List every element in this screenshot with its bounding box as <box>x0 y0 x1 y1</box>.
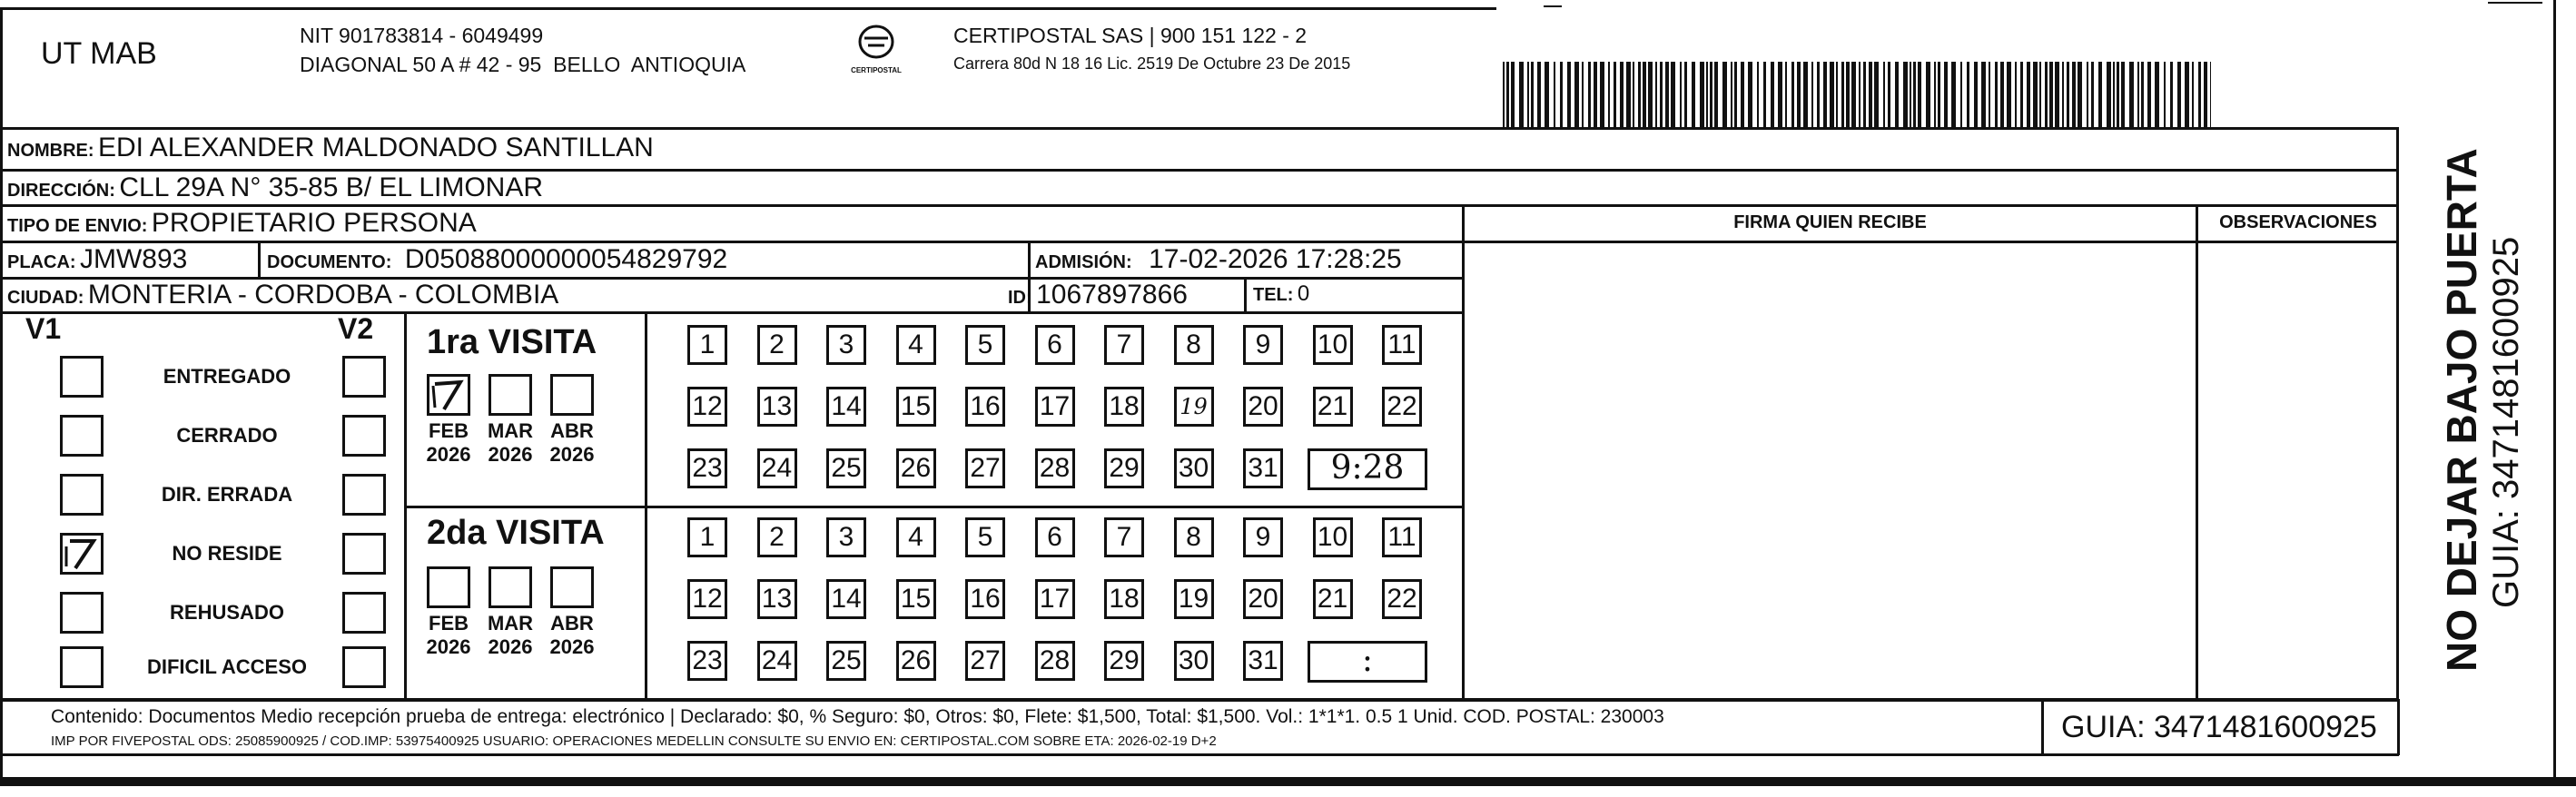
barcode-bar <box>2091 62 2094 127</box>
row-line <box>0 204 2399 207</box>
barcode-bar <box>2107 62 2111 127</box>
barcode-bar <box>2098 62 2102 127</box>
first-visit-day-13[interactable]: 13 <box>757 387 797 427</box>
barcode-bar <box>1531 62 1534 127</box>
barcode-bar <box>1582 62 1584 127</box>
barcode-bar <box>1620 62 1624 127</box>
barcode-bar <box>2072 62 2076 127</box>
barcode-bar <box>2033 62 2038 127</box>
second-visit-day-14[interactable]: 14 <box>826 579 866 619</box>
barcode-bar <box>2185 62 2189 127</box>
second-visit-day-28[interactable]: 28 <box>1035 641 1075 681</box>
barcode-bar <box>1560 62 1563 127</box>
barcode-bar <box>1803 62 1808 127</box>
v1-checkbox-entregado[interactable] <box>60 356 104 398</box>
tel-label: TEL: <box>1253 285 1294 305</box>
first-visit-day-24[interactable]: 24 <box>757 448 797 488</box>
right-frame-line <box>2553 0 2556 781</box>
documento-label: DOCUMENTO: <box>267 252 392 272</box>
barcode-bar <box>1684 62 1687 127</box>
second-visit-day-15[interactable]: 15 <box>896 579 936 619</box>
barcode-bar <box>1741 62 1744 127</box>
barcode-bar <box>2204 62 2207 127</box>
first-visit-day-10[interactable]: 10 <box>1313 325 1353 365</box>
second-visit-day-31[interactable]: 31 <box>1243 641 1283 681</box>
barcode-bar <box>1588 62 1591 127</box>
barcode-bar <box>2170 62 2173 127</box>
barcode-bar <box>1918 62 1921 127</box>
second-visit-day-26[interactable]: 26 <box>896 641 936 681</box>
second-visit-day-8[interactable]: 8 <box>1174 517 1214 557</box>
top-frame-line <box>0 7 1496 10</box>
first-visit-day-12[interactable]: 12 <box>687 387 727 427</box>
v1-checkbox-rehusado[interactable] <box>60 592 104 634</box>
barcode-bar <box>2155 62 2159 127</box>
barcode-bar <box>1511 62 1515 127</box>
nit: NIT 901783814 - 6049499 <box>300 24 544 47</box>
barcode-bar <box>1614 62 1616 127</box>
first-visit-day-29[interactable]: 29 <box>1104 448 1144 488</box>
second-visit-title: 2da VISITA <box>427 514 605 552</box>
barcode-bar <box>2049 62 2053 127</box>
certipostal-logo-icon <box>855 24 897 62</box>
side-text <box>2438 148 2527 672</box>
barcode-bar <box>1734 62 1737 127</box>
barcode-bar <box>1863 62 1866 127</box>
footer-right-line <box>2397 699 2400 755</box>
month-name: FEB <box>429 612 469 635</box>
barcode-bar <box>1722 62 1727 127</box>
second-visit-day-23[interactable]: 23 <box>687 641 727 681</box>
tel-value: 0 <box>1297 281 1310 306</box>
barcode-bar <box>2198 62 2201 127</box>
barcode-bar <box>1545 62 1549 127</box>
barcode-bar <box>1706 62 1708 127</box>
barcode-bar <box>1778 62 1782 127</box>
second-visit-day-1[interactable]: 1 <box>687 517 727 557</box>
certipostal-nit: CERTIPOSTAL SAS | 900 151 122 - 2 <box>953 24 1308 47</box>
barcode-bar <box>1797 62 1801 127</box>
barcode-bar <box>2015 62 2017 127</box>
barcode-bar <box>1910 62 1911 127</box>
second-visit-day-16[interactable]: 16 <box>965 579 1005 619</box>
first-visit-month-label-mar <box>480 419 540 467</box>
second-visit-day-6[interactable]: 6 <box>1035 517 1075 557</box>
barcode-bar <box>2055 62 2059 127</box>
v2-checkbox-entregado[interactable] <box>342 356 386 398</box>
nombre-label: NOMBRE: <box>7 141 94 161</box>
row-line <box>0 699 2399 702</box>
v2-label: V2 <box>338 312 374 345</box>
month-year: 2026 <box>426 443 471 466</box>
barcode-bar <box>2007 62 2011 127</box>
first-visit-day-11[interactable]: 11 <box>1382 325 1422 365</box>
top-right-dashes <box>1544 5 1562 7</box>
admision-field <box>1035 244 1402 275</box>
second-visit-day-11[interactable]: 11 <box>1382 517 1422 557</box>
certipostal-logo-text: CERTIPOSTAL <box>851 66 902 74</box>
first-visit-day-15[interactable]: 15 <box>896 387 936 427</box>
row-line <box>0 311 1462 314</box>
barcode-bar <box>1506 62 1509 127</box>
second-visit-day-20[interactable]: 20 <box>1243 579 1283 619</box>
v1-label: V1 <box>25 312 62 345</box>
documento-value: D05088000000054829792 <box>404 244 728 274</box>
check-mark-icon <box>429 377 468 413</box>
month-name: ABR <box>550 419 594 442</box>
second-visit-day-4[interactable]: 4 <box>896 517 936 557</box>
second-visit-day-27[interactable]: 27 <box>965 641 1005 681</box>
first-visit-day-2[interactable]: 2 <box>757 325 797 365</box>
barcode-bar <box>1714 62 1718 127</box>
second-visit-day-13[interactable]: 13 <box>757 579 797 619</box>
barcode-bar <box>1851 62 1856 127</box>
month-year: 2026 <box>488 443 533 466</box>
second-visit-month-box-abr[interactable] <box>550 566 594 608</box>
placa-label: PLACA: <box>7 252 76 272</box>
second-visit-day-7[interactable]: 7 <box>1104 517 1144 557</box>
barcode-bar <box>1944 62 1948 127</box>
barcode-bar <box>1938 62 1940 127</box>
second-visit-month-label-mar <box>480 612 540 659</box>
barcode-bar <box>1643 62 1646 127</box>
footer-imp: IMP POR FIVEPOSTAL ODS: 25085900925 / COD.IMP: 53975400925 USUARIO: OPERACIONES MEDELLIN CONSULTE SU ENVIO EN: CERTIPOSTAL.COM SOBRE ETA: 2026-02-19 D+2 <box>51 733 1217 749</box>
row-line <box>1462 241 2399 243</box>
check-mark-icon <box>63 536 101 572</box>
barcode-bar <box>2177 62 2181 127</box>
status-label-cerrado: CERRADO <box>176 424 278 447</box>
month-year: 2026 <box>488 635 533 658</box>
first-visit-time-box[interactable]: 9:28 <box>1308 448 1427 490</box>
barcode-bar <box>1608 62 1610 127</box>
month-year: 2026 <box>426 635 471 658</box>
second-visit-day-19[interactable]: 19 <box>1174 579 1214 619</box>
barcode-bar <box>2137 62 2139 127</box>
barcode-bar <box>1888 62 1890 127</box>
barcode-bar <box>1934 62 1936 127</box>
v2-checkbox-cerrado[interactable] <box>342 415 386 457</box>
col-line <box>258 241 261 277</box>
barcode-bar <box>1680 62 1682 127</box>
placa-value: JMW893 <box>80 244 188 274</box>
placa-field <box>7 244 187 275</box>
first-visit-day-31[interactable]: 31 <box>1243 448 1283 488</box>
barcode-bar <box>1748 62 1752 127</box>
barcode-bar <box>1841 62 1844 127</box>
barcode-bar <box>1554 62 1555 127</box>
col-line <box>1462 204 1465 700</box>
first-visit-day-20[interactable]: 20 <box>1243 387 1283 427</box>
second-visit-time-box[interactable]: : <box>1308 641 1427 683</box>
v1-checkbox-no-reside[interactable] <box>60 533 104 575</box>
barcode-bar <box>1574 62 1579 127</box>
nombre-value: EDI ALEXANDER MALDONADO SANTILLAN <box>98 133 654 162</box>
barcode <box>1503 62 2211 127</box>
barcode-bar <box>1757 62 1759 127</box>
barcode-bar <box>2117 62 2119 127</box>
v2-checkbox-dir-errada[interactable] <box>342 474 386 516</box>
side-warning: NO DEJAR BAJO PUERTA <box>2438 148 2485 672</box>
first-visit-day-9[interactable]: 9 <box>1243 325 1283 365</box>
barcode-bar <box>1660 62 1663 127</box>
first-visit-day-16[interactable]: 16 <box>965 387 1005 427</box>
first-visit-day-30[interactable]: 30 <box>1174 448 1214 488</box>
barcode-bar <box>1811 62 1813 127</box>
barcode-bar <box>2039 62 2041 127</box>
footer-contenido: Contenido: Documentos Medio recepción prueba de entrega: electrónico | Declarado: $0, % Seguro: $0, Otros: $0, Flete: $1,500, Total: $1,500. Vol.: 1*1*1. 0.5 1 Unid. COD. POSTAL: 230003 <box>51 706 1664 727</box>
visits-divider <box>404 506 1462 508</box>
barcode-bar <box>1903 62 1908 127</box>
documento-field <box>267 244 727 275</box>
tipo-value: PROPIETARIO PERSONA <box>151 208 477 238</box>
barcode-bar <box>1836 62 1838 127</box>
barcode-bar <box>2067 62 2069 127</box>
first-visit-day-26[interactable]: 26 <box>896 448 936 488</box>
barcode-bar <box>2192 62 2194 127</box>
barcode-bar <box>2062 62 2064 127</box>
first-visit-day-27[interactable]: 27 <box>965 448 1005 488</box>
first-visit-day-1[interactable]: 1 <box>687 325 727 365</box>
second-visit-day-2[interactable]: 2 <box>757 517 797 557</box>
v2-checkbox-rehusado[interactable] <box>342 592 386 634</box>
barcode-bar <box>2087 62 2088 127</box>
barcode-bar <box>1626 62 1631 127</box>
first-visit-day-4[interactable]: 4 <box>896 325 936 365</box>
ciudad-label: CIUDAD: <box>7 288 84 308</box>
month-name: FEB <box>429 419 469 442</box>
barcode-bar <box>2210 62 2211 127</box>
barcode-bar <box>1791 62 1794 127</box>
barcode-bar <box>1638 62 1641 127</box>
v2-checkbox-dificil-acceso[interactable] <box>342 646 386 688</box>
second-visit-month-label-feb <box>419 612 479 659</box>
first-visit-title: 1ra VISITA <box>427 323 597 361</box>
second-visit-day-17[interactable]: 17 <box>1035 579 1075 619</box>
first-visit-day-6[interactable]: 6 <box>1035 325 1075 365</box>
barcode-bar <box>2121 62 2125 127</box>
status-label-dificil-acceso: DIFICIL ACCESO <box>146 655 307 678</box>
v1-checkbox-dir-errada[interactable] <box>60 474 104 516</box>
status-label-rehusado: REHUSADO <box>170 601 284 624</box>
first-visit-day-14[interactable]: 14 <box>826 387 866 427</box>
second-visit-month-box-feb[interactable] <box>427 566 470 608</box>
barcode-bar <box>1859 62 1860 127</box>
certipostal-license: Carrera 80d N 18 16 Lic. 2519 De Octubre 23 De 2015 <box>953 54 1351 73</box>
v1-checkbox-dificil-acceso[interactable] <box>60 646 104 688</box>
second-visit-day-25[interactable]: 25 <box>826 641 866 681</box>
firma-header: FIRMA QUIEN RECIBE <box>1733 212 1927 232</box>
barcode-bar <box>1692 62 1695 127</box>
barcode-bar <box>2129 62 2134 127</box>
barcode-bar <box>1648 62 1653 127</box>
barcode-bar <box>2027 62 2030 127</box>
second-visit-day-21[interactable]: 21 <box>1313 579 1353 619</box>
first-visit-day-7[interactable]: 7 <box>1104 325 1144 365</box>
barcode-bar <box>1869 62 1872 127</box>
barcode-bar <box>1913 62 1916 127</box>
status-label-no-reside: NO RESIDE <box>172 542 282 565</box>
direccion-label: DIRECCIÓN: <box>7 181 115 201</box>
barcode-bar <box>1731 62 1732 127</box>
row-line <box>0 169 2399 172</box>
barcode-bar <box>2113 62 2115 127</box>
barcode-bar <box>1981 62 1986 127</box>
barcode-bar <box>1830 62 1834 127</box>
first-visit-day-5[interactable]: 5 <box>965 325 1005 365</box>
barcode-bar <box>1665 62 1669 127</box>
direccion-field <box>7 172 543 203</box>
status-label-entregado: ENTREGADO <box>163 365 291 388</box>
admision-value: 17-02-2026 17:28:25 <box>1149 244 1402 274</box>
first-visit-day-3[interactable]: 3 <box>826 325 866 365</box>
footer-guia: GUIA: 3471481600925 <box>2061 710 2377 744</box>
month-year: 2026 <box>549 635 595 658</box>
barcode-bar <box>1671 62 1675 127</box>
bottom-frame-line <box>0 777 2576 786</box>
second-visit-day-22[interactable]: 22 <box>1382 579 1422 619</box>
barcode-bar <box>1785 62 1787 127</box>
barcode-bar <box>1771 62 1774 127</box>
tipo-field <box>7 208 477 239</box>
barcode-bar <box>1989 62 1990 127</box>
barcode-bar <box>2147 62 2151 127</box>
barcode-bar <box>1527 62 1529 127</box>
barcode-bar <box>2141 62 2144 127</box>
month-year: 2026 <box>549 443 595 466</box>
barcode-bar <box>2164 62 2166 127</box>
first-visit-month-label-feb <box>419 419 479 467</box>
barcode-bar <box>1960 62 1962 127</box>
barcode-bar <box>1995 62 1998 127</box>
barcode-bar <box>1846 62 1850 127</box>
tel-field <box>1253 281 1309 307</box>
barcode-bar <box>2078 62 2082 127</box>
col-line <box>2196 204 2198 700</box>
month-name: MAR <box>487 612 534 635</box>
side-guia: GUIA: 3471481600925 <box>2486 236 2526 608</box>
second-visit-day-10[interactable]: 10 <box>1313 517 1353 557</box>
second-visit-day-5[interactable]: 5 <box>965 517 1005 557</box>
top-right-dashes-2 <box>2488 2 2542 4</box>
footer-col-line <box>2041 699 2044 753</box>
ciudad-field <box>7 280 558 310</box>
certipostal-logo <box>840 24 913 74</box>
barcode-bar <box>1700 62 1704 127</box>
observaciones-header: OBSERVACIONES <box>2219 212 2377 232</box>
first-visit-day-21[interactable]: 21 <box>1313 387 1353 427</box>
second-visit-day-30[interactable]: 30 <box>1174 641 1214 681</box>
second-visit-day-3[interactable]: 3 <box>826 517 866 557</box>
month-name: ABR <box>550 612 594 635</box>
row-line <box>0 241 1462 243</box>
second-visit-day-29[interactable]: 29 <box>1104 641 1144 681</box>
barcode-bar <box>1600 62 1604 127</box>
first-visit-day-18[interactable]: 18 <box>1104 387 1144 427</box>
second-visit-day-24[interactable]: 24 <box>757 641 797 681</box>
first-visit-day-25[interactable]: 25 <box>826 448 866 488</box>
barcode-bar <box>1594 62 1597 127</box>
barcode-bar <box>1974 62 1978 127</box>
first-visit-day-22[interactable]: 22 <box>1382 387 1422 427</box>
barcode-bar <box>1763 62 1766 127</box>
second-visit-day-12[interactable]: 12 <box>687 579 727 619</box>
second-visit-day-18[interactable]: 18 <box>1104 579 1144 619</box>
id-label: ID: <box>1008 288 1032 308</box>
admision-label: ADMISIÓN: <box>1035 252 1132 272</box>
barcode-bar <box>2000 62 2004 127</box>
barcode-bar <box>1655 62 1657 127</box>
barcode-bar <box>1567 62 1571 127</box>
id-field <box>1008 280 1188 310</box>
first-visit-day-8[interactable]: 8 <box>1174 325 1214 365</box>
barcode-bar <box>1926 62 1930 127</box>
nombre-field <box>7 133 654 163</box>
barcode-bar <box>1895 62 1899 127</box>
direccion-value: CLL 29A N° 35-85 B/ EL LIMONAR <box>119 172 543 202</box>
v1-checkbox-cerrado[interactable] <box>60 415 104 457</box>
barcode-bar <box>1874 62 1879 127</box>
first-visit-month-box-feb[interactable] <box>427 374 470 416</box>
barcode-bar <box>1823 62 1827 127</box>
status-label-dir-errada: DIR. ERRADA <box>161 483 293 506</box>
first-visit-month-box-abr[interactable] <box>550 374 594 416</box>
barcode-bar <box>1951 62 1956 127</box>
first-visit-month-label-abr <box>542 419 602 467</box>
v2-checkbox-no-reside[interactable] <box>342 533 386 575</box>
footer-bottom-line <box>0 753 2399 756</box>
first-visit-day-23[interactable]: 23 <box>687 448 727 488</box>
tipo-label: TIPO DE ENVIO: <box>7 216 148 236</box>
second-visit-month-label-abr <box>542 612 602 659</box>
first-visit-month-box-mar[interactable] <box>489 374 532 416</box>
barcode-bar <box>1817 62 1820 127</box>
first-visit-day-19[interactable]: 19 <box>1174 387 1214 427</box>
barcode-bar <box>2020 62 2023 127</box>
barcode-bar <box>1883 62 1885 127</box>
second-visit-month-box-mar[interactable] <box>489 566 532 608</box>
barcode-bar <box>1967 62 1969 127</box>
col-line <box>1244 277 1247 311</box>
month-name: MAR <box>487 419 534 442</box>
ciudad-value: MONTERIA - CORDOBA - COLOMBIA <box>87 280 559 310</box>
id-value: 1067897866 <box>1036 280 1188 310</box>
first-visit-day-17[interactable]: 17 <box>1035 387 1075 427</box>
barcode-bar <box>1537 62 1541 127</box>
barcode-bar <box>1710 62 1712 127</box>
company-name: UT MAB <box>41 36 157 71</box>
barcode-bar <box>1633 62 1634 127</box>
first-visit-day-28[interactable]: 28 <box>1035 448 1075 488</box>
barcode-bar <box>1503 62 1505 127</box>
company-address: DIAGONAL 50 A # 42 - 95 BELLO ANTIOQUIA <box>300 53 746 76</box>
second-visit-day-9[interactable]: 9 <box>1243 517 1283 557</box>
barcode-bar <box>1519 62 1524 127</box>
barcode-bar <box>2045 62 2048 127</box>
